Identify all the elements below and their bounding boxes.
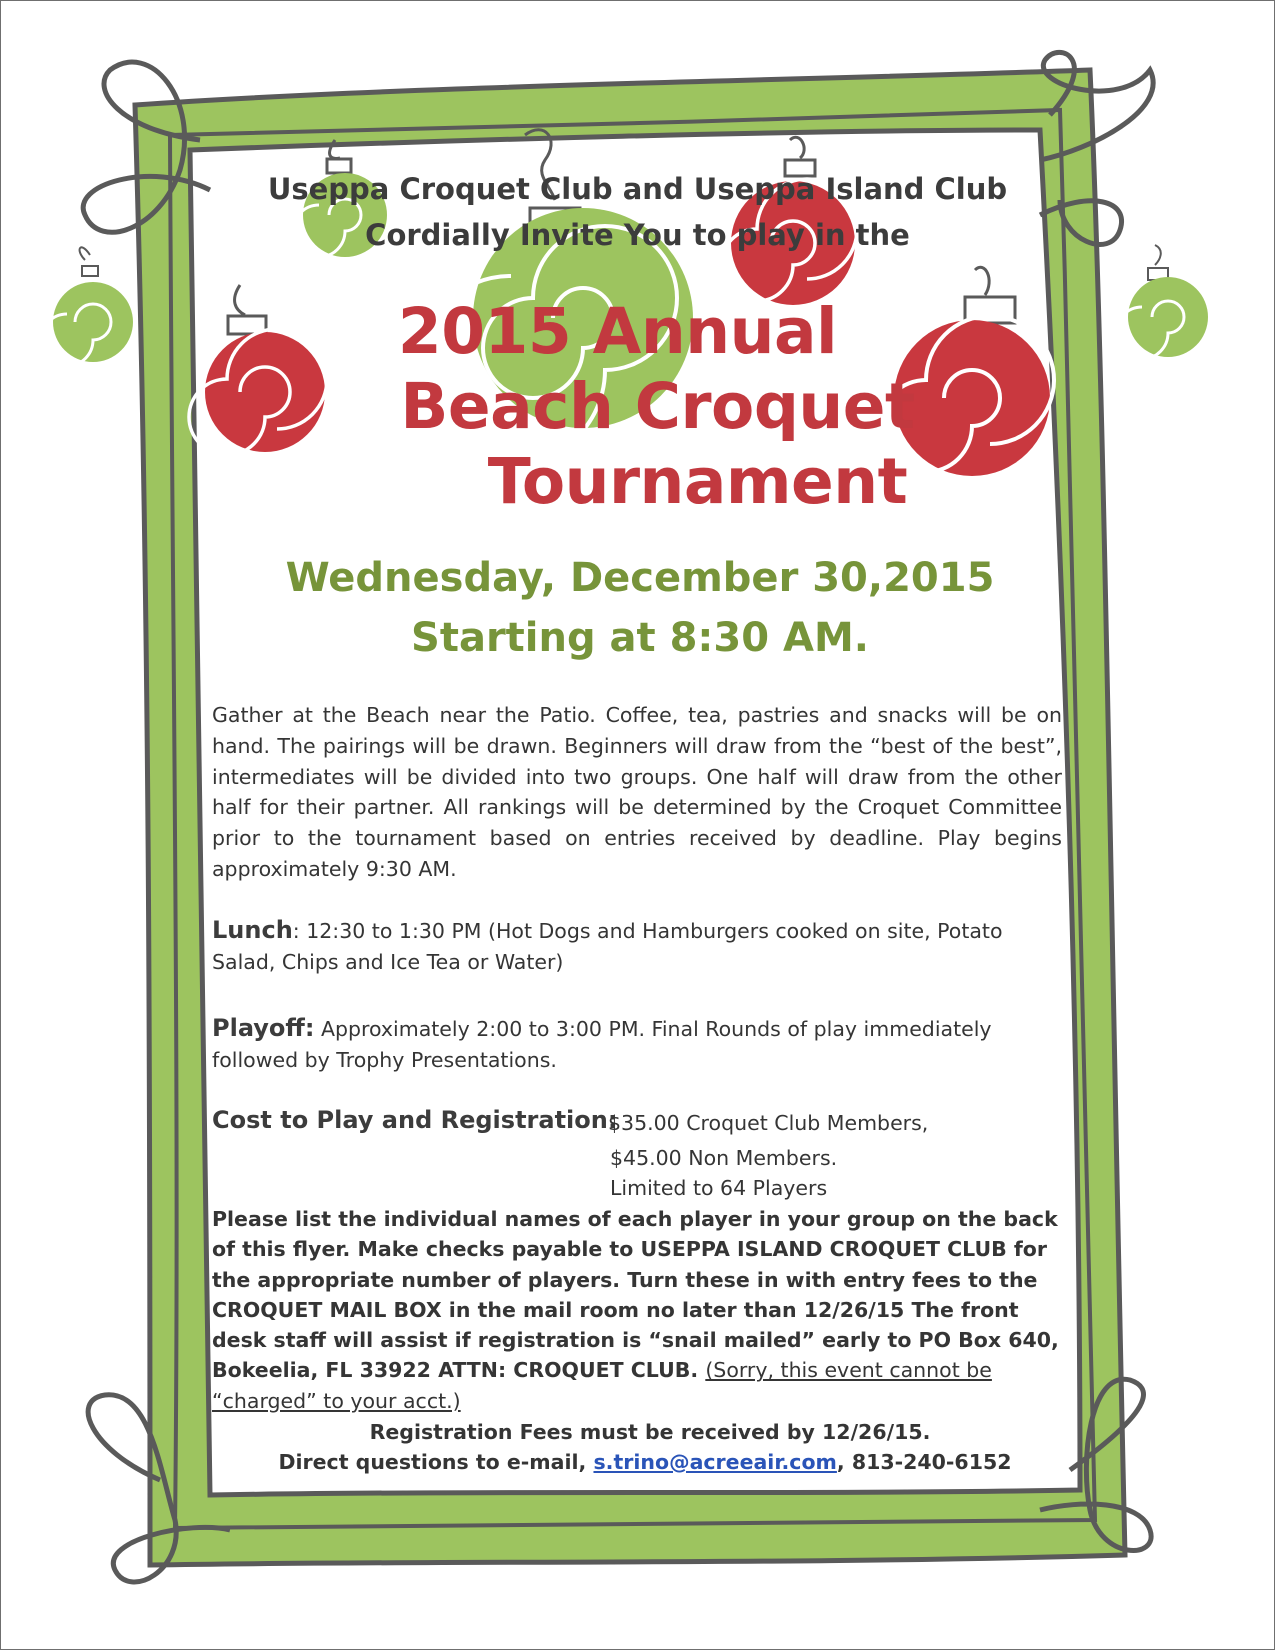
nonmember-fee: $45.00 Non Members.: [610, 1146, 838, 1170]
lunch-section: [212, 915, 1032, 978]
email-link[interactable]: s.trino@acreeair.com: [593, 1450, 837, 1474]
lunch-details: : 12:30 to 1:30 PM (Hot Dogs and Hamburgers cooked on site, Potato Salad, Chips and Ice Tea or Water): [212, 919, 1003, 974]
playoff-section: [212, 1013, 1032, 1076]
registration-instructions: [212, 1204, 1072, 1416]
registration-deadline: Registration Fees must be received by 12/26/15.: [369, 1420, 931, 1444]
invitation-line-1: Useppa Croquet Club and Useppa Island Club: [267, 172, 1008, 206]
lunch-heading: Lunch: [212, 916, 293, 944]
event-title-line-1: 2015 Annual: [397, 295, 838, 368]
playoff-heading: Playoff:: [212, 1014, 315, 1042]
invitation-line-2: Cordially Invite You to play in the: [365, 218, 910, 252]
contact-phone: , 813-240-6152: [836, 1450, 1012, 1474]
cost-heading: Cost to Play and Registration:: [212, 1106, 618, 1134]
player-limit: Limited to 64 Players: [610, 1176, 828, 1200]
registration-text: Please list the individual names of each player in your group on the back of this flyer. Make checks payable to USEPPA ISLAND CROQUET CLUB for the appropriate number of players. Turn these in with entry fees to the CROQUET MAIL BOX in the mail room no later than 12/26/15 The front desk staff will assist if registration is “snail mailed” early to PO Box 640, Bokeelia, FL 33922 ATTN: CROQUET CLUB.: [212, 1207, 1059, 1383]
event-title-line-2: Beach Croquet: [400, 370, 915, 443]
event-start-time: Starting at 8:30 AM.: [411, 615, 869, 661]
contact-prefix: Direct questions to e-mail,: [278, 1450, 594, 1474]
contact-line: [215, 1450, 1075, 1474]
event-date: Wednesday, December 30,2015: [285, 555, 995, 601]
intro-paragraph: Gather at the Beach near the Patio. Coffee, tea, pastries and snacks will be on hand. The pairings will be drawn. Beginners will draw from the “best of the best”, intermediates will be divided into two groups. One half will draw from the other half for their partner. All rankings will be determined by the Croquet Committee prior to the tournament based on entries received by deadline. Play begins approximately 9:30 AM.: [212, 703, 1062, 881]
playoff-details: Approximately 2:00 to 3:00 PM. Final Rounds of play immediately followed by Trophy Presentations.: [212, 1017, 992, 1072]
event-title-line-3: Tournament: [487, 445, 908, 518]
member-fee: $35.00 Croquet Club Members,: [608, 1111, 929, 1135]
registration-note: (Sorry, this event cannot be “charged” to your acct.): [212, 1358, 992, 1413]
